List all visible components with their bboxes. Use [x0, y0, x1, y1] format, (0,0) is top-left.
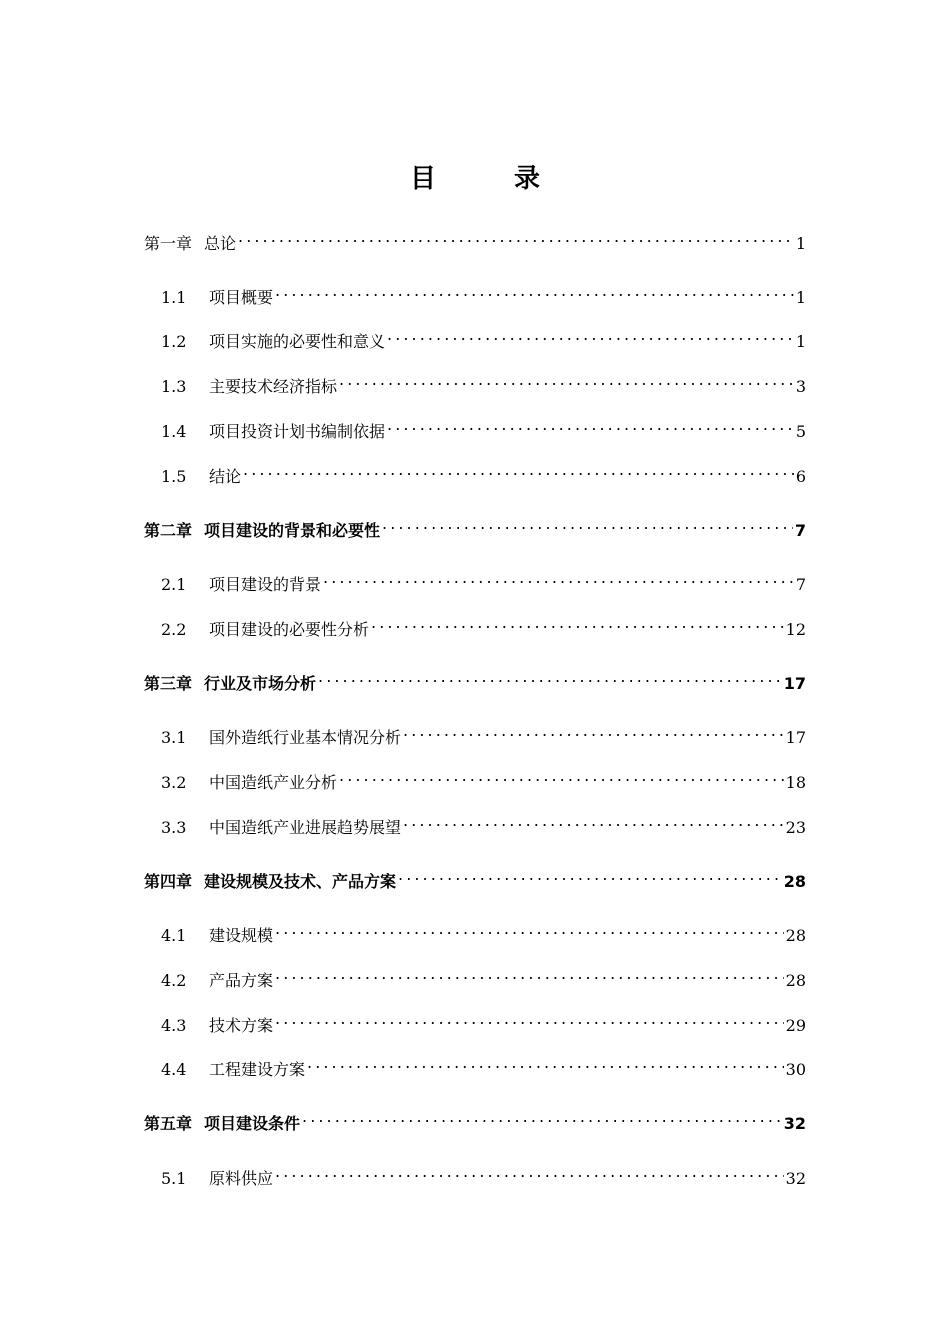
toc-entry-title: 建设规模及技术、产品方案: [204, 872, 397, 891]
toc-entry-title: 项目投资计划书编制依据: [209, 422, 386, 441]
toc-entry-number: 第三章: [144, 674, 193, 693]
toc-section-entry[interactable]: [161, 962, 806, 990]
toc-chapter-entry[interactable]: [144, 1105, 806, 1133]
toc-section-entry[interactable]: [161, 764, 806, 792]
toc-entry-title: 项目建设的背景和必要性: [204, 521, 381, 540]
toc-section-entry[interactable]: [161, 279, 806, 307]
toc-entry-title: 技术方案: [209, 1016, 274, 1035]
toc-entry-title: 工程建设方案: [209, 1060, 306, 1079]
toc-entry-number: 第一章: [144, 234, 193, 253]
toc-entry-page: 29: [785, 1016, 806, 1035]
toc-entry-number: 5.1: [161, 1169, 187, 1188]
toc-entry-page: 1: [795, 234, 806, 253]
toc-entry-page: 1: [795, 332, 806, 351]
toc-entry-page: 28: [785, 971, 806, 990]
toc-section-entry[interactable]: [161, 1051, 806, 1079]
toc-entry-number: 第五章: [144, 1114, 193, 1133]
toc-entry-title: 主要技术经济指标: [209, 377, 338, 396]
toc-section-entry[interactable]: [161, 566, 806, 594]
toc-entry-number: 1.2: [161, 332, 187, 351]
toc-dot-leader: [275, 279, 794, 303]
toc-entry-title: 项目建设条件: [204, 1114, 301, 1133]
toc-entry-number: 1.1: [161, 288, 187, 307]
toc-entry-page: 12: [785, 620, 806, 639]
toc-entry-page: 32: [783, 1114, 806, 1133]
toc-chapter-entry[interactable]: [144, 665, 806, 693]
toc-entry-number: 3.3: [161, 818, 187, 837]
toc-entry-title: 总论: [204, 234, 237, 253]
toc-dot-leader: [275, 917, 784, 941]
toc-title: 目 录: [409, 164, 566, 194]
toc-entry-page: 1: [795, 288, 806, 307]
toc-entry-title: 项目概要: [209, 288, 274, 307]
toc-entry-page: 6: [795, 467, 806, 486]
toc-entry-number: 1.4: [161, 422, 187, 441]
toc-entry-number: 1.3: [161, 377, 187, 396]
toc-entry-number: 第二章: [144, 521, 193, 540]
toc-section-entry[interactable]: [161, 719, 806, 747]
toc-dot-leader: [339, 764, 784, 788]
toc-entry-page: 7: [794, 521, 806, 540]
toc-dot-leader: [302, 1105, 782, 1129]
toc-entry-title: 项目建设的背景: [209, 575, 322, 594]
toc-entry-title: 行业及市场分析: [204, 674, 317, 693]
toc-entry-page: 28: [785, 926, 806, 945]
toc-dot-leader: [275, 1007, 784, 1031]
toc-dot-leader: [243, 458, 794, 482]
toc-section-entry[interactable]: [161, 458, 806, 486]
toc-entry-number: 4.3: [161, 1016, 187, 1035]
toc-section-entry[interactable]: [161, 611, 806, 639]
toc-entry-page: 28: [783, 872, 806, 891]
toc-entry-page: 17: [783, 674, 806, 693]
toc-entry-page: 18: [785, 773, 806, 792]
toc-section-entry[interactable]: [161, 323, 806, 351]
toc-dot-leader: [275, 1160, 784, 1184]
toc-entry-title: 原料供应: [209, 1169, 274, 1188]
toc-entry-number: 2.1: [161, 575, 187, 594]
toc-entry-title: 中国造纸产业进展趋势展望: [209, 818, 402, 837]
toc-dot-leader: [275, 962, 784, 986]
toc-entry-number: 4.4: [161, 1060, 187, 1079]
toc-entry-title: 项目实施的必要性和意义: [209, 332, 386, 351]
toc-entry-page: 5: [795, 422, 806, 441]
toc-section-entry[interactable]: [161, 1160, 806, 1188]
toc-entry-number: 2.2: [161, 620, 187, 639]
toc-dot-leader: [403, 719, 784, 743]
toc-dot-leader: [307, 1051, 784, 1075]
toc-section-entry[interactable]: [161, 917, 806, 945]
toc-entry-page: 23: [785, 818, 806, 837]
toc-dot-leader: [387, 323, 794, 347]
toc-entry-page: 17: [785, 728, 806, 747]
toc-dot-leader: [323, 566, 794, 590]
toc-dot-leader: [398, 863, 782, 887]
toc-dot-leader: [318, 665, 782, 689]
toc-entry-title: 中国造纸产业分析: [209, 773, 338, 792]
toc-entry-number: 第四章: [144, 872, 193, 891]
toc-entry-number: 3.2: [161, 773, 187, 792]
toc-section-entry[interactable]: [161, 368, 806, 396]
toc-entry-page: 3: [795, 377, 806, 396]
toc-dot-leader: [387, 413, 794, 437]
toc-entry-title: 项目建设的必要性分析: [209, 620, 370, 639]
toc-section-entry[interactable]: [161, 1007, 806, 1035]
toc-chapter-entry[interactable]: [144, 225, 806, 253]
toc-entry-title: 建设规模: [209, 926, 274, 945]
toc-section-entry[interactable]: [161, 809, 806, 837]
toc-entry-page: 7: [795, 575, 806, 594]
toc-entry-number: 1.5: [161, 467, 187, 486]
toc-dot-leader: [382, 512, 793, 536]
toc-dot-leader: [238, 225, 794, 249]
toc-section-entry[interactable]: [161, 413, 806, 441]
toc-entry-page: 30: [785, 1060, 806, 1079]
toc-chapter-entry[interactable]: [144, 512, 806, 540]
toc-dot-leader: [371, 611, 784, 635]
toc-entry-number: 4.2: [161, 971, 187, 990]
toc-entry-title: 结论: [209, 467, 242, 486]
toc-entry-number: 4.1: [161, 926, 187, 945]
toc-dot-leader: [339, 368, 794, 392]
toc-entry-title: 国外造纸行业基本情况分析: [209, 728, 402, 747]
toc-entry-number: 3.1: [161, 728, 187, 747]
toc-chapter-entry[interactable]: [144, 863, 806, 891]
toc-entry-title: 产品方案: [209, 971, 274, 990]
toc-dot-leader: [403, 809, 784, 833]
toc-entry-page: 32: [785, 1169, 806, 1188]
